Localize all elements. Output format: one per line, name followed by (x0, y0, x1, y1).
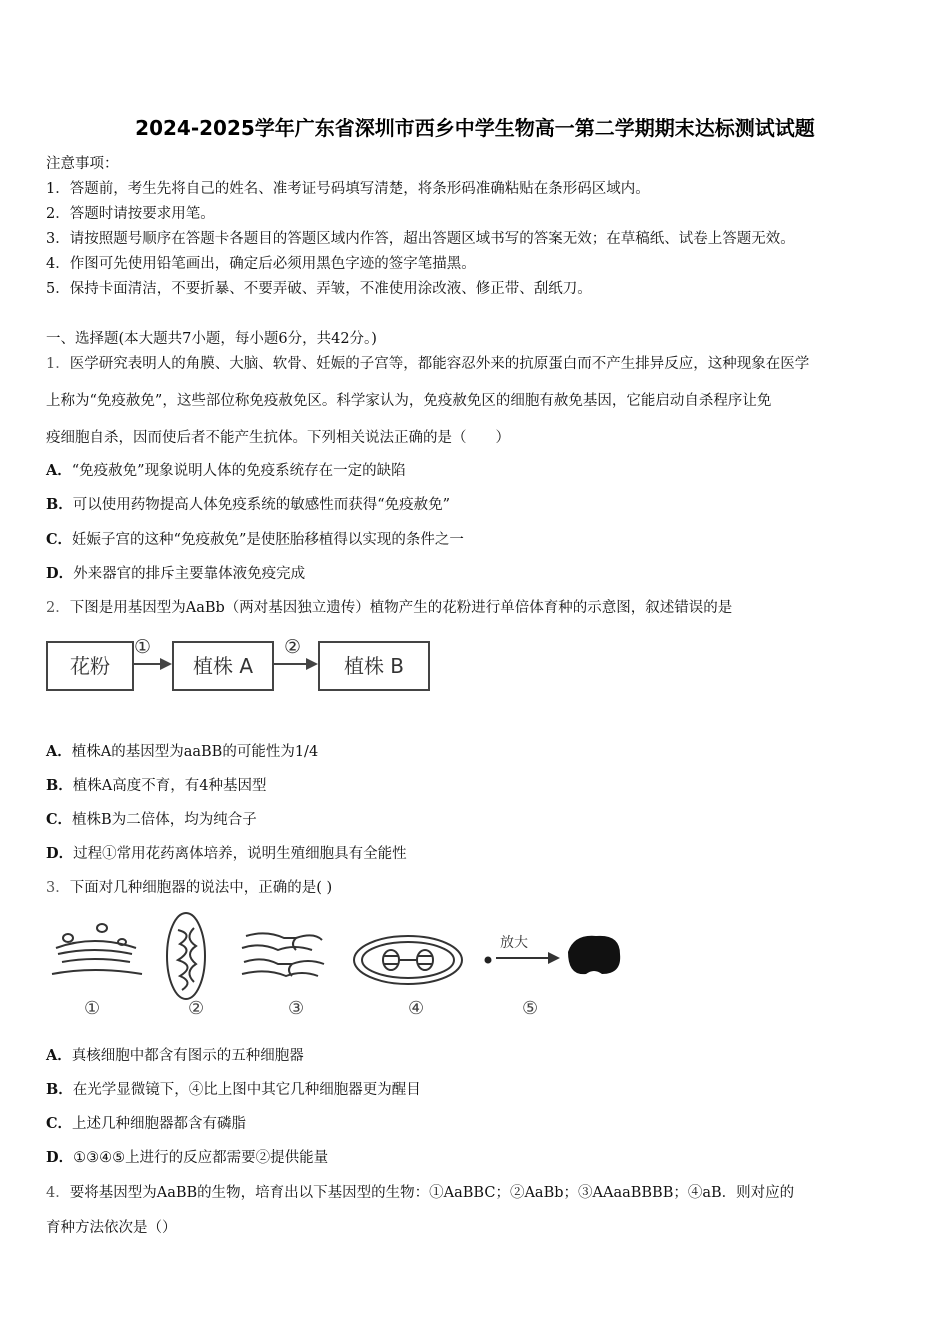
question-number: 2． (46, 600, 70, 616)
question-number: 4． (46, 1185, 70, 1201)
question-text: 育种方法依次是（） (46, 1220, 177, 1236)
magnify-label: 放大 (500, 935, 528, 951)
option-label: D． (46, 845, 74, 862)
pollen-box: 花粉 (46, 641, 134, 691)
plant-b-box: 植株 B (318, 641, 430, 691)
notice-item: 3．请按照题号顺序在答题卡各题目的答题区域内作答，超出答题区域书写的答案无效；在草稿纸、试卷上答题无效。 (46, 231, 795, 247)
question-number: 1． (46, 356, 70, 372)
option-text: 可以使用药物提高人体免疫系统的敏感性而获得“免疫赦免” (72, 497, 451, 513)
question-text: 下图是用基因型为AaBb（两对基因独立遗传）植物产生的花粉进行单倍体育种的示意图，叙述错误的是 (69, 600, 733, 616)
option-label: A． (46, 1047, 72, 1064)
mitochondrion-drawing (167, 913, 205, 999)
option-text: 植株B为二倍体，均为纯合子 (72, 812, 257, 828)
option-label: B． (46, 496, 73, 513)
question-3-line (46, 876, 332, 897)
option-label: B． (46, 1081, 73, 1098)
option-text: 过程①常用花药离体培养，说明生殖细胞具有全能性 (73, 846, 407, 862)
option-c[interactable] (46, 1112, 246, 1133)
question-number: 3． (46, 880, 70, 896)
question-4-line (46, 1181, 794, 1202)
breeding-flow-diagram (46, 638, 446, 698)
question-text: 下面对几种细胞器的说法中，正确的是( ) (69, 880, 333, 896)
organelle-label-3: ③ (288, 998, 305, 1019)
option-c[interactable] (46, 808, 257, 829)
notice-item: 1．答题前，考生先将自己的姓名、准考证号码填写清楚，将条形码准确粘贴在条形码区域内。 (46, 181, 650, 197)
question-text: 上称为“免疫赦免”，这些部位称免疫赦免区。科学家认为，免疫赦免区的细胞有赦免基因，它能启动自杀程序让免 (46, 393, 772, 409)
option-text: ①③④⑤上进行的反应都需要②提供能量 (73, 1150, 329, 1166)
plant-a-box: 植株 A (172, 641, 274, 691)
chloroplast-drawing (354, 936, 462, 984)
option-b[interactable] (46, 493, 450, 514)
option-b[interactable] (46, 1078, 421, 1099)
organelle-label-1: ① (84, 998, 101, 1019)
option-text: 在光学显微镜下，④比上图中其它几种细胞器更为醒目 (72, 1082, 421, 1098)
option-d[interactable] (46, 1146, 328, 1167)
option-label: C． (46, 811, 73, 828)
option-label: B． (46, 777, 73, 794)
option-c[interactable] (46, 528, 464, 549)
option-label: D． (46, 565, 74, 582)
notice-heading: 注意事项： (46, 156, 119, 172)
option-label: A． (46, 462, 72, 479)
organelle-label-5: ⑤ (522, 998, 539, 1019)
option-a[interactable] (46, 1044, 304, 1065)
golgi-apparatus-drawing (52, 924, 142, 974)
option-d[interactable] (46, 562, 305, 583)
option-b[interactable] (46, 774, 266, 795)
step-1-marker: ① (134, 636, 152, 658)
question-text: 疫细胞自杀，因而使后者不能产生抗体。下列相关说法正确的是（ ） (46, 430, 510, 446)
question-text: 医学研究表明人的角膜、大脑、软骨、妊娠的子宫等，都能容忍外来的抗原蛋白而不产生排异反应，这种现象在医学 (69, 356, 810, 372)
organelles-diagram (46, 910, 636, 1025)
option-label: C． (46, 531, 73, 548)
question-text: 要将基因型为AaBB的生物，培育出以下基因型的生物：①AaBBC；②AaBb；③AAaaBBBB；④aB．则对应的 (69, 1185, 795, 1201)
flow-arrows (46, 638, 446, 698)
organelle-label-4: ④ (408, 998, 425, 1019)
option-text: 妊娠子宫的这种“免疫赦免”是使胚胎移植得以实现的条件之一 (72, 532, 464, 548)
option-label: A． (46, 743, 72, 760)
option-a[interactable] (46, 459, 406, 480)
organelle-label-2: ② (188, 998, 205, 1019)
option-text: 植株A的基因型为aaBB的可能性为1/4 (71, 744, 319, 760)
option-label: D． (46, 1149, 74, 1166)
option-label: C． (46, 1115, 73, 1132)
option-text: 真核细胞中都含有图示的五种细胞器 (71, 1048, 304, 1064)
question-1-line (46, 352, 809, 373)
option-text: 植株A高度不育，有4种基因型 (72, 778, 267, 794)
option-text: 上述几种细胞器都含有磷脂 (72, 1116, 247, 1132)
option-d[interactable] (46, 842, 407, 863)
option-text: “免疫赦免”现象说明人体的免疫系统存在一定的缺陷 (71, 463, 406, 479)
question-2-line (46, 596, 732, 617)
notice-item: 4．作图可先使用铅笔画出，确定后必须用黑色字迹的签字笔描黑。 (46, 256, 476, 272)
option-text: 外来器官的排斥主要靠体液免疫完成 (73, 566, 306, 582)
section-heading: 一、选择题(本大题共7小题，每小题6分，共42分。) (46, 331, 377, 347)
organelle-drawings (46, 910, 636, 1025)
notice-item: 2．答题时请按要求用笔。 (46, 206, 215, 222)
option-a[interactable] (46, 740, 318, 761)
notice-item: 5．保持卡面清洁，不要折暴、不要弄破、弄皱，不准使用涂改液、修正带、刮纸刀。 (46, 281, 592, 297)
step-2-marker: ② (284, 636, 302, 658)
page-title: 2024-2025学年广东省深圳市西乡中学生物高一第二学期期末达标测试试题 (135, 116, 815, 140)
endoplasmic-reticulum-drawing (242, 933, 324, 976)
